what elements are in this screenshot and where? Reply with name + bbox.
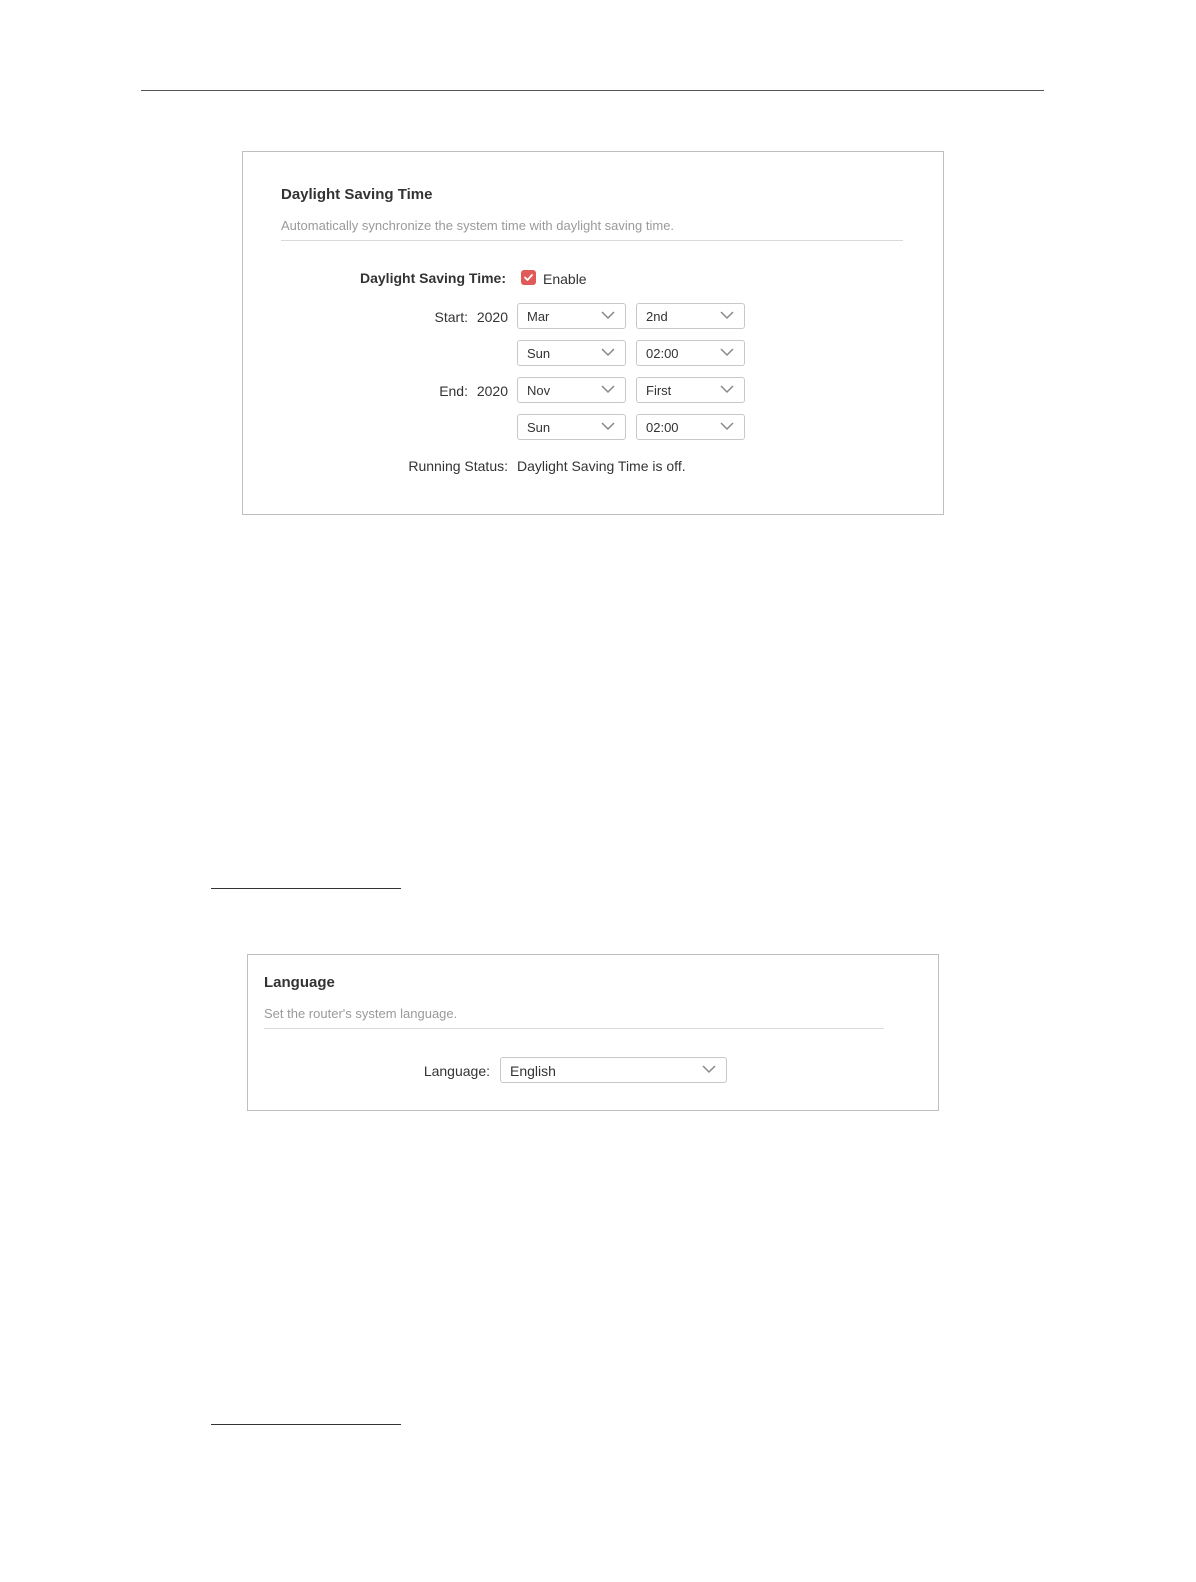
dst-start-label: Start: bbox=[434, 309, 468, 325]
dst-end-day-value: Sun bbox=[527, 420, 551, 435]
dst-end-year: 2020 bbox=[476, 383, 508, 399]
dst-end-week-value: First bbox=[646, 383, 672, 398]
dst-panel bbox=[242, 151, 944, 515]
chevron-down-icon bbox=[601, 310, 615, 320]
dst-start-week-value: 2nd bbox=[646, 309, 668, 324]
dst-divider bbox=[281, 240, 903, 241]
dst-start-month-select[interactable] bbox=[517, 303, 626, 329]
dst-end-month-value: Nov bbox=[527, 383, 551, 398]
page-header-rule bbox=[141, 90, 1044, 91]
chevron-down-icon bbox=[601, 384, 615, 394]
language-select[interactable] bbox=[500, 1057, 727, 1083]
chevron-down-icon bbox=[720, 421, 734, 431]
dst-description: Automatically synchronize the system time with daylight saving time. bbox=[281, 218, 675, 233]
chevron-down-icon bbox=[720, 347, 734, 357]
language-panel bbox=[247, 954, 939, 1111]
dst-end-day-select[interactable] bbox=[517, 414, 626, 440]
language-field-label: Language: bbox=[423, 1063, 490, 1079]
dst-enable-label: Daylight Saving Time: bbox=[360, 270, 506, 286]
language-title: Language bbox=[264, 974, 335, 991]
footnote-rule bbox=[211, 888, 401, 889]
dst-start-time-value: 02:00 bbox=[646, 346, 679, 361]
dst-start-day-value: Sun bbox=[527, 346, 551, 361]
language-description: Set the router's system language. bbox=[264, 1006, 458, 1021]
dst-end-month-select[interactable] bbox=[517, 377, 626, 403]
footnote-rule bbox=[211, 1424, 401, 1425]
dst-end-time-select[interactable] bbox=[636, 414, 745, 440]
dst-start-month-value: Mar bbox=[527, 309, 550, 324]
chevron-down-icon bbox=[702, 1064, 716, 1074]
chevron-down-icon bbox=[720, 384, 734, 394]
chevron-down-icon bbox=[601, 421, 615, 431]
dst-title: Daylight Saving Time bbox=[281, 186, 433, 203]
dst-start-week-select[interactable] bbox=[636, 303, 745, 329]
dst-end-week-select[interactable] bbox=[636, 377, 745, 403]
language-select-value: English bbox=[510, 1063, 556, 1079]
dst-enable-checkbox[interactable] bbox=[521, 270, 536, 285]
dst-end-label: End: bbox=[439, 383, 468, 399]
check-icon bbox=[523, 272, 534, 283]
dst-start-year: 2020 bbox=[476, 309, 508, 325]
dst-enable-text: Enable bbox=[543, 271, 587, 287]
dst-status-label: Running Status: bbox=[408, 458, 508, 474]
dst-end-time-value: 02:00 bbox=[646, 420, 679, 435]
chevron-down-icon bbox=[720, 310, 734, 320]
dst-start-time-select[interactable] bbox=[636, 340, 745, 366]
language-divider bbox=[264, 1028, 884, 1029]
dst-start-day-select[interactable] bbox=[517, 340, 626, 366]
chevron-down-icon bbox=[601, 347, 615, 357]
dst-status-value: Daylight Saving Time is off. bbox=[517, 458, 686, 474]
